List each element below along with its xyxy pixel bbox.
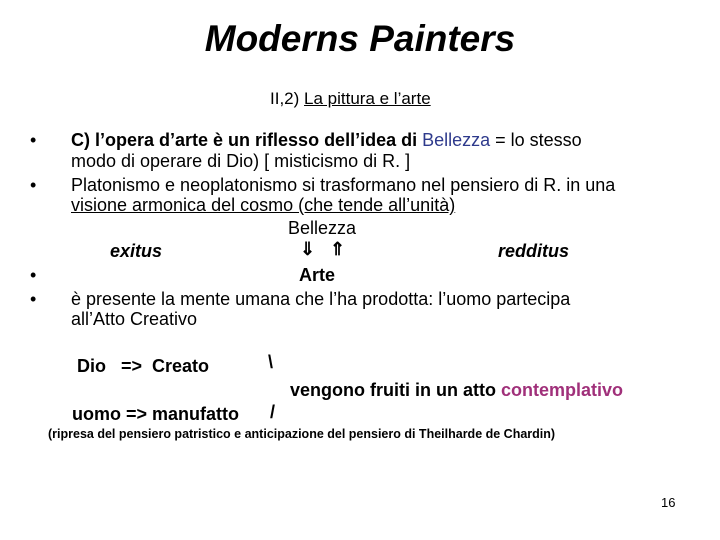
diagram-redditus: redditus	[498, 241, 570, 261]
slide-title: Moderns Painters	[204, 18, 516, 59]
arrow-up-icon: ⇑	[330, 239, 346, 259]
bullet-1-bold: C) l’opera d’arte è un riflesso dell’idea di	[71, 130, 423, 150]
bullet-1-line-1	[71, 130, 582, 151]
contemplativo-highlight: contemplativo	[500, 380, 624, 400]
bullet-2-line-1: Platonismo e neoplatonismo si trasformano nel pensiero di R. in una	[71, 175, 616, 195]
slide-subtitle	[270, 89, 431, 109]
relation-uomo-manufatto: uomo => manufatto	[72, 404, 240, 424]
diagram-exitus: exitus	[110, 241, 163, 261]
bullet-marker: •	[30, 265, 37, 285]
diagram-arte: Arte	[299, 265, 336, 285]
bullet-marker: •	[30, 289, 37, 309]
footnote: (ripresa del pensiero patristico e anticipazione del pensiero di Theilharde de Chardin)	[48, 427, 556, 441]
diagram-bellezza: Bellezza	[288, 218, 357, 238]
relation-slash: /	[270, 402, 276, 422]
bullet-marker: •	[30, 175, 37, 195]
arrow-down-icon: ⇓	[300, 239, 316, 259]
bullet-2-line-2: visione armonica del cosmo (che tende all’unità)	[71, 195, 456, 215]
bellezza-highlight: Bellezza	[422, 130, 491, 150]
subtitle-prefix: II,2)	[270, 89, 305, 108]
bullet-4-line-2: all’Atto Creativo	[71, 309, 198, 329]
bullet-1-rest: = lo stesso	[490, 130, 582, 150]
bullet-4-line-1: è presente la mente umana che l’ha prodotta: l’uomo partecipa	[71, 289, 571, 309]
relation-backslash: \	[268, 352, 274, 372]
relation-middle-prefix: vengono fruiti in un atto	[290, 380, 501, 400]
relation-dio-creato: Dio => Creato	[77, 356, 210, 376]
subtitle-link: La pittura e l’arte	[304, 89, 431, 108]
bullet-1-line-2: modo di operare di Dio) [ misticismo di R. ]	[71, 151, 411, 171]
bullet-marker: •	[30, 130, 37, 150]
page-number: 16	[661, 495, 676, 510]
relation-middle	[290, 380, 623, 401]
